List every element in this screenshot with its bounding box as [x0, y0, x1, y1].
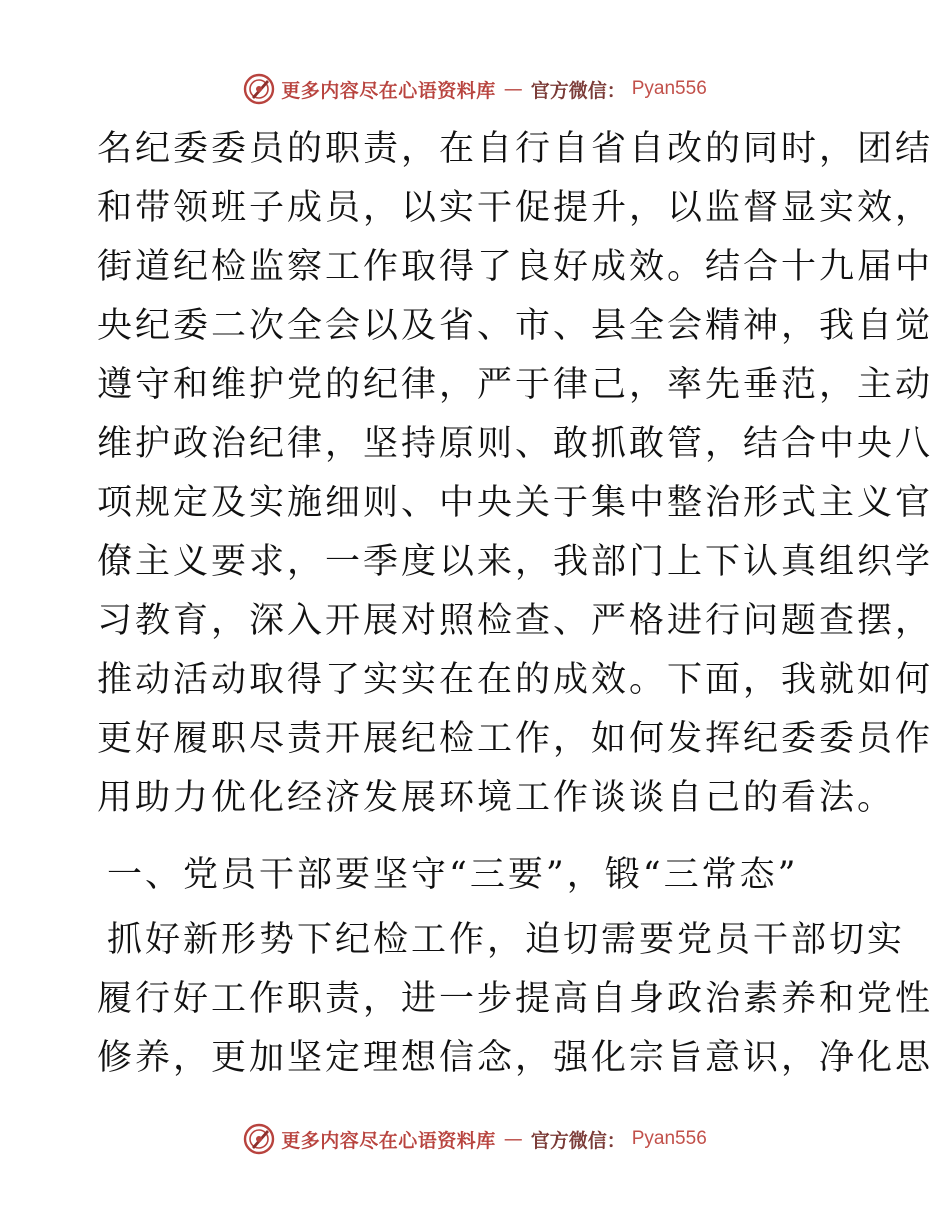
watermark-separator: — [503, 1128, 523, 1150]
text-line: 遵守和维护党的纪律，严于律己，率先垂范，主动 [97, 365, 934, 405]
watermark-separator: — [503, 78, 523, 100]
wechat-id: Pyan556 [631, 1128, 707, 1149]
document-body [97, 120, 934, 1088]
paragraph-1 [97, 120, 934, 828]
text-line: 抓好新形势下纪检工作，迫切需要党员干部切实 [107, 920, 906, 960]
text-line: 推动活动取得了实实在在的成效。下面，我就如何 [97, 660, 934, 700]
text-line: 央纪委二次全会以及省、市、县全会精神，我自觉 [97, 306, 934, 346]
wechat-label: 官方微信： [530, 1129, 626, 1152]
text-line: 维护政治纪律，坚持原则、敢抓敢管，结合中央八 [97, 424, 934, 464]
paragraph-2 [97, 911, 934, 1088]
header-watermark [0, 72, 950, 106]
text-line: 更好履职尽责开展纪检工作，如何发挥纪委委员作 [97, 719, 934, 759]
watermark-text: 更多内容尽在心语资料库 [281, 1129, 496, 1152]
text-line: 和带领班子成员，以实干促提升，以监督显实效， [97, 188, 934, 228]
wechat-id: Pyan556 [631, 78, 707, 99]
text-line: 习教育，深入开展对照检查、严格进行问题查摆， [97, 601, 934, 641]
text-line: 名纪委委员的职责，在自行自省自改的同时，团结 [97, 129, 934, 169]
watermark-text: 更多内容尽在心语资料库 [281, 79, 496, 102]
footer-watermark [0, 1122, 950, 1156]
brand-logo-icon [243, 1123, 275, 1155]
text-line: 履行好工作职责，进一步提高自身政治素养和党性 [97, 979, 934, 1019]
text-line: 僚主义要求，一季度以来，我部门上下认真组织学 [97, 542, 934, 582]
brand-logo-icon [243, 73, 275, 105]
text-line: 街道纪检监察工作取得了良好成效。结合十九届中 [97, 247, 934, 287]
section-heading: 一、党员干部要坚守“三要”，锻“三常态” [107, 855, 799, 895]
wechat-label: 官方微信： [530, 79, 626, 102]
text-line: 用助力优化经济发展环境工作谈谈自己的看法。 [97, 778, 896, 818]
text-line: 修养，更加坚定理想信念，强化宗旨意识，净化思 [97, 1038, 934, 1078]
text-line: 项规定及实施细则、中央关于集中整治形式主义官 [97, 483, 934, 523]
